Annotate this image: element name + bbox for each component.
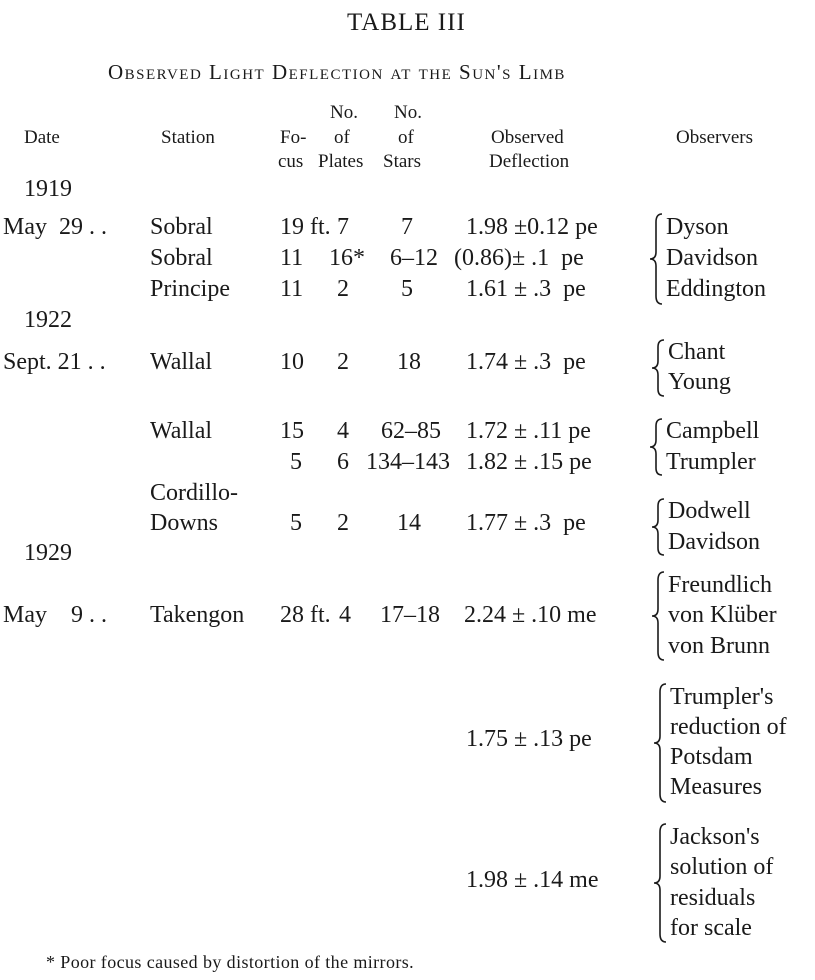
table-title: TABLE III: [347, 9, 466, 36]
header-deflection-line1: Observed: [491, 127, 564, 148]
brace-icon: [650, 570, 666, 662]
date-cell: Sept. 21 . .: [3, 349, 106, 375]
year-label: 1929: [24, 540, 72, 566]
focus-cell: 5: [290, 449, 302, 475]
header-station: Station: [161, 127, 215, 148]
brace-icon: [652, 682, 668, 804]
observer-name: Davidson: [666, 245, 758, 271]
header-focus-line1: Fo-: [280, 127, 307, 148]
brace-icon: [650, 338, 666, 398]
observer-name: Campbell: [666, 418, 760, 444]
plates-cell: 2: [337, 349, 349, 375]
observer-name: Davidson: [668, 529, 760, 555]
stars-cell: 14: [397, 510, 421, 536]
observer-name: reduction of: [670, 714, 787, 740]
header-date: Date: [24, 127, 60, 148]
observer-name: Potsdam: [670, 744, 753, 770]
stars-cell: 7: [401, 214, 413, 240]
station-cell: Takengon: [150, 602, 245, 628]
plates-cell: 2: [337, 510, 349, 536]
station-cell: Sobral: [150, 214, 213, 240]
deflection-cell: 1.82 ± .15 pe: [466, 449, 592, 475]
year-label: 1922: [24, 307, 72, 333]
date-cell: May 29 . .: [3, 214, 107, 240]
header-focus-line2: cus: [278, 151, 304, 172]
deflection-cell: 1.77 ± .3 pe: [466, 510, 586, 536]
header-stars-line1: No.: [394, 102, 422, 123]
plates-cell: 4: [339, 602, 351, 628]
focus-cell: 15: [280, 418, 304, 444]
station-cell: Cordillo-: [150, 480, 238, 506]
deflection-cell: 1.98 ±0.12 pe: [466, 214, 598, 240]
observer-name: Trumpler's: [670, 684, 774, 710]
plates-cell: 2: [337, 276, 349, 302]
date-cell: May 9 . .: [3, 602, 107, 628]
plates-cell: 16*: [329, 245, 365, 271]
observer-name: solution of: [670, 854, 774, 880]
observer-name: Eddington: [666, 276, 766, 302]
table-subtitle-text: Observed Light Deflection at the Sun's Limb: [108, 60, 566, 84]
year-label: 1919: [24, 176, 72, 202]
focus-cell: 11: [280, 245, 304, 271]
observer-name: Dodwell: [668, 498, 751, 524]
stars-cell: 62–85: [381, 418, 441, 444]
header-observers: Observers: [676, 127, 754, 148]
observer-name: von Brunn: [668, 633, 770, 659]
header-stars-line2: of: [398, 127, 414, 148]
observer-name: Measures: [670, 774, 762, 800]
header-plates-line1: No.: [330, 102, 358, 123]
observer-name: Chant: [668, 339, 726, 365]
stars-cell: 17–18: [380, 602, 440, 628]
deflection-cell: (0.86)± .1 pe: [454, 245, 584, 271]
brace-icon: [652, 822, 668, 944]
observer-name: residuals: [670, 885, 756, 911]
header-plates-line2: of: [334, 127, 350, 148]
focus-cell: 5: [290, 510, 302, 536]
table-subtitle: [108, 62, 566, 83]
brace-icon: [648, 417, 664, 477]
header-plates-line3: Plates: [318, 151, 364, 172]
deflection-cell: 1.61 ± .3 pe: [466, 276, 586, 302]
deflection-cell: 1.75 ± .13 pe: [466, 726, 592, 752]
plates-cell: 4: [337, 418, 349, 444]
plates-cell: 6: [337, 449, 349, 475]
deflection-cell: 1.74 ± .3 pe: [466, 349, 586, 375]
stars-cell: 6–12: [390, 245, 438, 271]
stars-cell: 134–143: [366, 449, 450, 475]
header-stars-line3: Stars: [383, 151, 421, 172]
deflection-cell: 1.98 ± .14 me: [466, 867, 599, 893]
station-cell: Wallal: [150, 349, 213, 375]
station-cell: Principe: [150, 276, 230, 302]
stars-cell: 5: [401, 276, 413, 302]
footnote: * Poor focus caused by distortion of the mirrors.: [46, 952, 415, 972]
observer-name: Young: [668, 369, 731, 395]
focus-cell: 11: [280, 276, 304, 302]
observer-name: for scale: [670, 915, 752, 941]
brace-icon: [650, 497, 666, 557]
station-cell: Downs: [150, 510, 219, 536]
observer-name: von Klüber: [668, 602, 777, 628]
observer-name: Freundlich: [668, 572, 772, 598]
focus-cell: 19 ft.: [280, 214, 331, 240]
deflection-cell: 1.72 ± .11 pe: [466, 418, 591, 444]
plates-cell: 7: [337, 214, 349, 240]
brace-icon: [648, 212, 664, 306]
header-deflection-line2: Deflection: [489, 151, 570, 172]
station-cell: Wallal: [150, 418, 213, 444]
station-cell: Sobral: [150, 245, 213, 271]
deflection-cell: 2.24 ± .10 me: [464, 602, 597, 628]
observer-name: Trumpler: [666, 449, 756, 475]
focus-cell: 10: [280, 349, 304, 375]
focus-cell: 28 ft.: [280, 602, 331, 628]
observer-name: Dyson: [666, 214, 729, 240]
observer-name: Jackson's: [670, 824, 760, 850]
stars-cell: 18: [397, 349, 421, 375]
